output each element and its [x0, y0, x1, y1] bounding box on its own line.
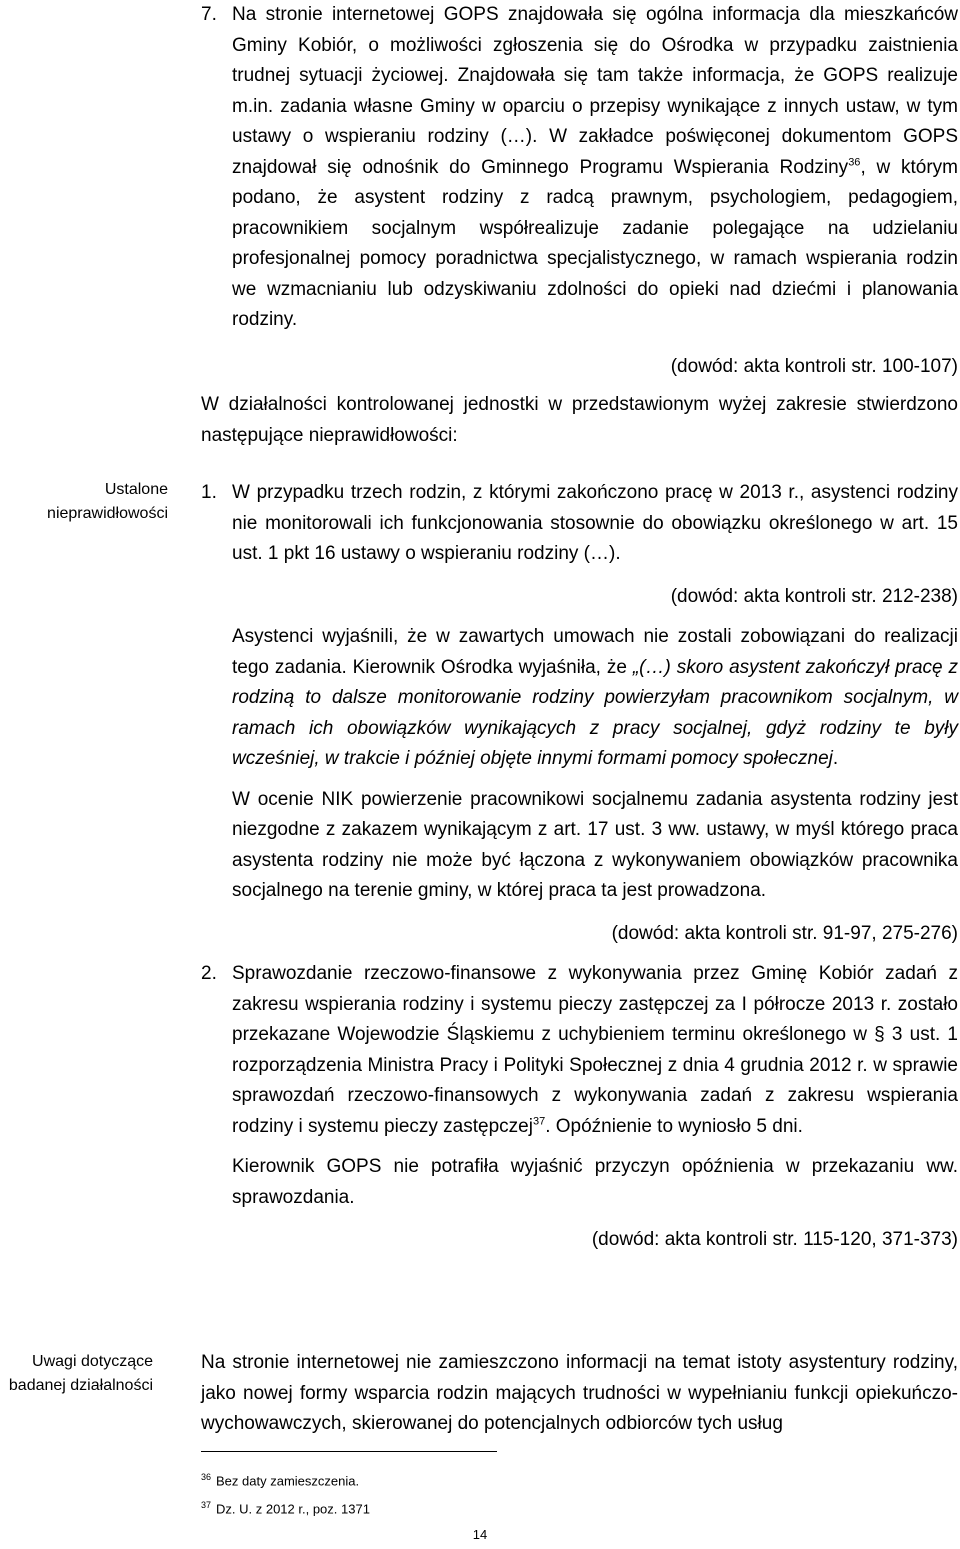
- section-number: 7.: [201, 4, 217, 25]
- proof-reference: (dowód: akta kontroli str. 115-120, 371-373): [591, 1229, 958, 1250]
- proof-reference: (dowód: akta kontroli str. 100-107): [670, 355, 958, 377]
- finding-1-body: [232, 478, 958, 959]
- remarks-section: [201, 1348, 958, 1440]
- proof-reference: (dowód: akta kontroli str. 212-238): [670, 585, 958, 607]
- footnote-number: 37: [201, 1500, 212, 1511]
- footnote-text: Bez daty zamieszczenia.: [216, 1473, 360, 1489]
- page-number: 14: [472, 1527, 488, 1542]
- proof-reference: (dowód: akta kontroli str. 91-97, 275-276): [611, 922, 958, 944]
- section-7-body: [232, 0, 958, 336]
- side-label-remarks: Uwagi dotyczące badanej działalności: [8, 1353, 153, 1394]
- director-explanation: Kierownik GOPS nie potrafiła wyjaśnić przyczyn opóźnienia w przekazaniu ww. sprawozdania.: [232, 1156, 958, 1208]
- section-7-text-a: Na stronie internetowej GOPS znajdowała się ogólna informacja dla mieszkańców Gminy Kobiór, o możliwości zgłoszenia się do Ośrodka w przypadku zaistnienia trudnej sytuacji życiowej. Znajdowała się tam także informacja, że GOPS realizuje m.in. zadania własne Gminy w oparciu o przepisy wynikające z innych ustaw, w tym ustawy o wspieraniu rodziny (…). W zakładce poświęconej dokumentom GOPS znajdował się odnośnik do Gminnego Programu Wspierania Rodziny: [232, 4, 958, 178]
- section-7-item: [201, 0, 958, 336]
- findings-intro: W działalności kontrolowanej jednostki w przedstawionym wyżej zakresie stwierdzono następujące nieprawidłowości:: [201, 394, 958, 446]
- findings-list: [201, 478, 958, 1266]
- footnote-36: [201, 1465, 801, 1493]
- side-label-findings: Ustalone nieprawidłowości: [47, 481, 168, 522]
- finding-2-text-a: Sprawozdanie rzeczowo-finansowe z wykonywania przez Gminę Kobiór zadań z zakresu wspierania rodziny i systemu pieczy zastępczej za I półrocze 2013 r. zostało przekazane Wojewodzie Śląskiemu z uchybieniem terminu określonego w § 3 ust. 1 rozporządzenia Ministra Pracy i Polityki Społecznej z dnia 4 grudnia 2012 r. w sprawie sprawozdań rzeczowo-finansowych z wykonywania zadań z zakresu wspierania rodziny i systemu pieczy zastępczej: [232, 963, 958, 1137]
- finding-2-text: [232, 959, 958, 1142]
- explanation-text: Asystenci wyjaśnili, że w zawartych umowach nie zostali zobowiązani do realizacji tego zadania. Kierownik Ośrodka wyjaśniła, że: [232, 626, 958, 678]
- finding-2-text-b: . Opóźnienie to wyniosło 5 dni.: [545, 1115, 803, 1137]
- explanation-end: .: [832, 748, 839, 769]
- finding-1-text: W przypadku trzech rodzin, z którymi zakończono pracę w 2013 r., asystenci rodziny nie monitorowali ich funkcjonowania stosownie do obowiązku określonego w art. 15 ust. 1 pkt 16 ustawy o wspieraniu rodziny (…).: [232, 482, 958, 564]
- nik-assessment: W ocenie NIK powierzenie pracownikowi socjalnemu zadania asystenta rodziny jest niezgodne z zakazem wynikającym z art. 17 ust. 3 ww. ustawy, w myśl którego praca asystenta rodziny nie może być łączona z wykonywaniem obowiązków pracownika socjalnego na terenie gminy, w której praca ta jest prowadzona.: [232, 788, 958, 901]
- explanation-quote: „(…) skoro asystent zakończył pracę z rodziną to dalsze monitorowanie rodziny powierzyłam pracownikom socjalnym, w ramach ich obowiązków wynikających z pracy socjalnej, gdyż rodziny te były wcześniej, w trakcie i później objęte innymi formami pomocy społecznej: [232, 656, 959, 769]
- footnote-ref-37[interactable]: 37: [532, 1115, 546, 1128]
- footnote-37: [201, 1493, 801, 1521]
- explanation-paragraph: [232, 622, 958, 775]
- footnote-text: Dz. U. z 2012 r., poz. 1371: [216, 1501, 370, 1517]
- finding-2-body: [232, 959, 958, 1266]
- finding-number: 1.: [201, 482, 217, 503]
- finding-number: 2.: [201, 963, 217, 984]
- footnote-ref-36[interactable]: 36: [848, 156, 861, 169]
- remarks-text: Na stronie internetowej nie zamieszczono informacji na temat istoty asystentury rodziny, jako nowej formy wsparcia rodzin mających trudności w wypełnianiu funkcji opiekuńczo-wychowawczych, skierowanej do potencjalnych odbiorców tych usług: [201, 1352, 958, 1434]
- finding-item-1: [201, 478, 958, 959]
- footnote-divider: [201, 1451, 497, 1452]
- section-7-text-b: , w którym podano, że asystent rodziny z radcą prawnym, psychologiem, pedagogiem, pracownikiem socjalnym współrealizuje zadanie polegające na udzielaniu profesjonalnej pomocy poradnictwa specjalistycznego, w ramach wspierania rodzin we wzmacnianiu lub odzyskiwaniu zdolności do opieki nad dziećmi i planowania rodziny.: [232, 156, 958, 330]
- section-7-paragraph: [232, 0, 958, 336]
- finding-item-2: [201, 959, 958, 1266]
- footnotes: [201, 1465, 801, 1522]
- section-7: [201, 0, 958, 451]
- footnote-number: 36: [201, 1472, 212, 1482]
